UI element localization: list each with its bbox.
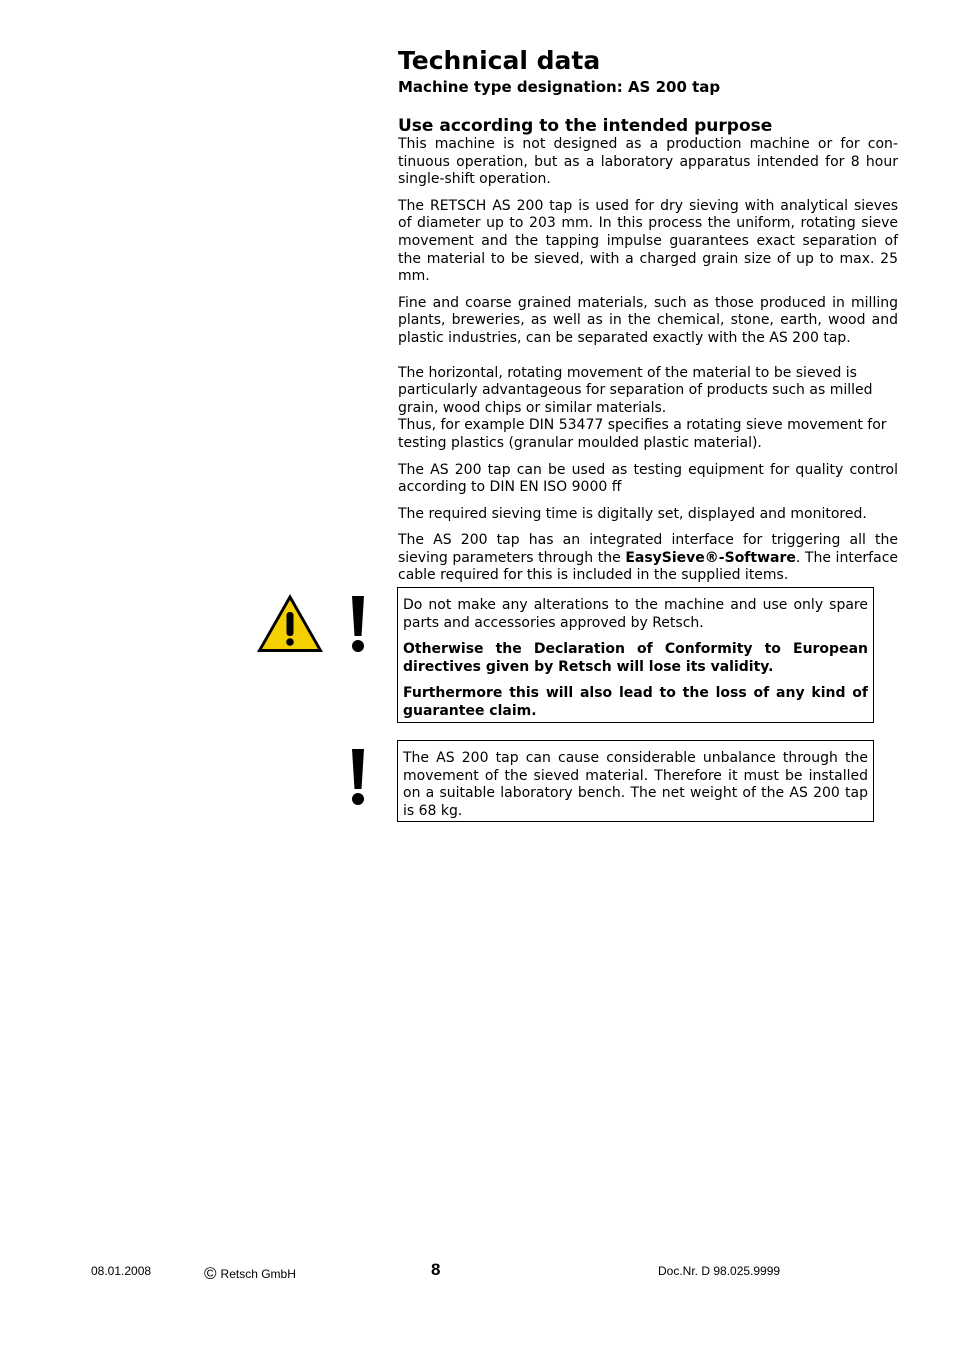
easysieve-software-name: EasySieve®-Software: [625, 549, 796, 566]
paragraph-horizontal-movement-a: The horizontal, rotating movement of the material to be sieved is particularly advantageous for separation of products such as milled grain, wood chips or similar materials.: [398, 364, 873, 416]
warning-text-guarantee: Furthermore this will also lead to the loss of any kind of guarantee claim.: [403, 685, 868, 719]
warning-text-conformity: Otherwise the Declaration of Conformity to European directives given by Retsch will lose its validity.: [403, 641, 868, 675]
warning-text-alterations: Do not make any alterations to the machine and use only spare parts and accessories approved by Retsch.: [403, 597, 868, 631]
exclamation-icon: [350, 594, 366, 654]
footer-company: Retsch GmbH: [220, 1267, 296, 1281]
paragraph-interface-text-b: . The interface cable required for this is included in the supplied items.: [398, 549, 898, 584]
paragraph-materials: Fine and coarse grained materials, such as those produced in milling plants, breweries, as well as in the chemical, stone, earth, wood and plastic industries, can be separated exactly with the AS 200 tap.: [398, 294, 898, 346]
paragraph-operation: This machine is not designed as a production machine or for continuous operation, but as a laboratory apparatus intended for 8 hour single-shift operation.: [398, 136, 898, 188]
paragraph-interface: [398, 532, 898, 585]
note-text-unbalance: The AS 200 tap can cause considerable unbalance through the movement of the sieved material. Therefore it must be installed on a suitable laboratory bench. The net weight of the AS 200 tap is 68 kg.: [403, 750, 868, 819]
footer-date: 08.01.2008: [91, 1264, 152, 1278]
paragraph-quality-control: The AS 200 tap can be used as testing equipment for quality control according to DIN EN ISO 9000 ff: [398, 461, 898, 496]
section-heading: Use according to the intended purpose: [398, 116, 773, 136]
page-number: 8: [431, 1260, 441, 1279]
paragraph-sieving-time: The required sieving time is digitally set, displayed and monitored.: [398, 505, 867, 522]
copyright-symbol: ©: [204, 1264, 217, 1283]
footer-doc-number: Doc.Nr. D 98.025.9999: [658, 1264, 781, 1278]
warning-box: [397, 587, 874, 723]
main-content: [398, 46, 898, 594]
page-title: Technical data: [398, 46, 601, 75]
note-box: [397, 740, 874, 822]
paragraph-interface-text-a: The AS 200 tap has an integrated interface for triggering all the sieving parameters through the: [398, 532, 898, 566]
warning-triangle-icon: [255, 592, 325, 654]
exclamation-icon: [350, 747, 366, 807]
footer-copyright: [204, 1264, 296, 1284]
paragraph-usage: The RETSCH AS 200 tap is used for dry sieving with analytical sieves of diameter up to 203 mm. In this process the uniform, rotating sieve movement and the tapping impulse guarantees exact separation of the material to be sieved, with a charged grain size of up to max. 25 mm.: [398, 197, 898, 285]
paragraph-horizontal-movement-b: Thus, for example DIN 53477 specifies a rotating sieve movement for testing plastics (granular moulded plastic material).: [398, 417, 887, 451]
machine-type-designation: Machine type designation: AS 200 tap: [398, 78, 721, 96]
paragraph-horizontal-movement: [398, 365, 898, 453]
